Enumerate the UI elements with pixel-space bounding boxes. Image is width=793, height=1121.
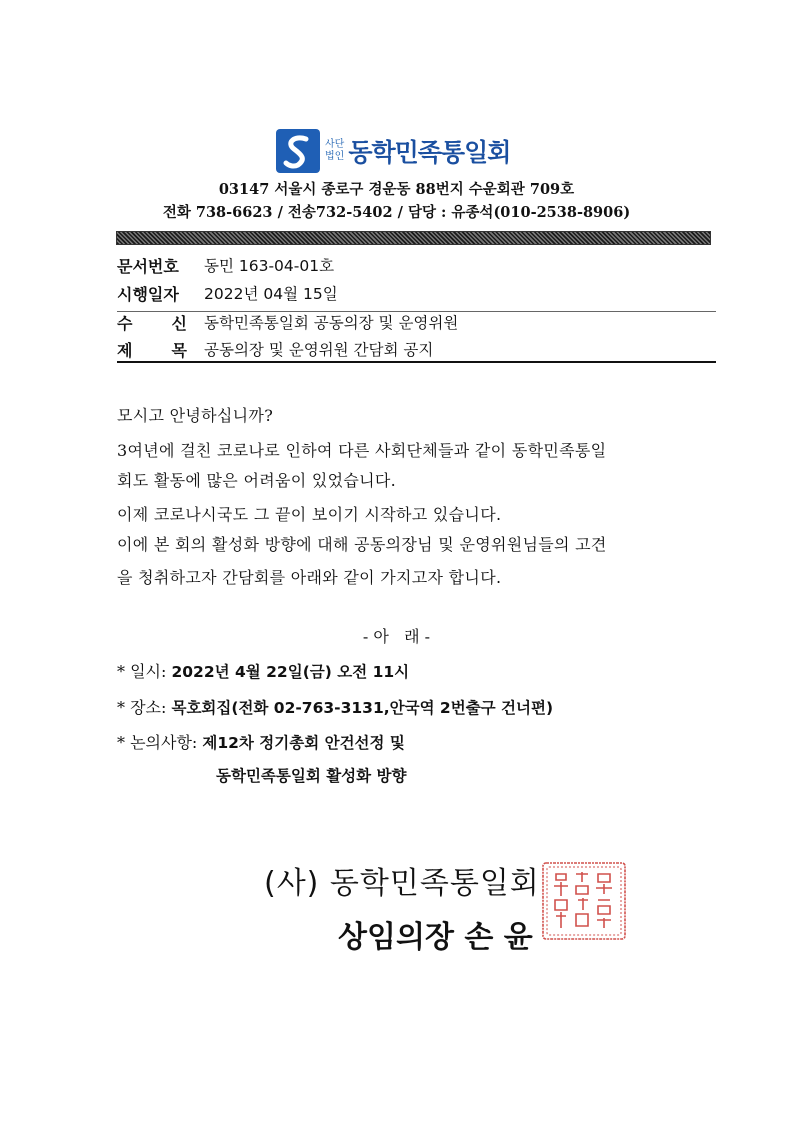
meta-row-recipient xyxy=(117,308,458,336)
body-line: 3여년에 걸친 코로나로 인하여 다른 사회단체들과 같이 동학민족통일 xyxy=(117,441,607,460)
logo-small-top: 사단 xyxy=(325,139,345,150)
detail-datetime xyxy=(117,659,409,682)
body-line: 회도 활동에 많은 어려움이 있었습니다. xyxy=(117,471,397,490)
body-line: 을 청취하고자 간담회를 아래와 같이 가지고자 합니다. xyxy=(117,568,502,587)
logo-small-bottom: 법인 xyxy=(325,151,345,162)
datetime-label: * 일시: xyxy=(117,662,172,681)
body-line: 이제 코로나시국도 그 끝이 보이기 시작하고 있습니다. xyxy=(117,505,502,524)
agenda-label: * 논의사항: xyxy=(117,733,203,752)
recipient-label xyxy=(117,311,187,334)
recipient-value: 동학민족통일회 공동의장 및 운영위원 xyxy=(204,314,459,332)
meta-bottom-rule xyxy=(117,361,716,363)
meta-row-date xyxy=(117,279,338,307)
subject-label-b: 목 xyxy=(171,340,187,360)
header-address: 03147 서울시 종로구 경운동 88번지 수운회관 709호 xyxy=(218,181,575,198)
subject-label xyxy=(117,338,187,361)
signature-title: 상임의장 손 윤 xyxy=(338,920,533,955)
date-label: 시행일자 xyxy=(117,284,179,304)
logo-s-mark-icon xyxy=(276,129,320,173)
doc-number-value: 동민 163-04-01호 xyxy=(204,257,335,275)
signature-organization: (사) 동학민족통일회 xyxy=(264,866,540,901)
detail-agenda-cont xyxy=(216,764,406,786)
logo-corporation-label xyxy=(325,139,344,163)
recipient-label-b: 신 xyxy=(171,313,187,333)
doc-number-label: 문서번호 xyxy=(117,256,179,276)
body-line: 모시고 안녕하십니까? xyxy=(117,406,274,425)
official-seal-icon xyxy=(540,860,628,942)
agenda-value-1: 제12차 정기총회 안건선정 및 xyxy=(202,734,405,752)
detail-place xyxy=(117,695,553,718)
header-contact: 전화 738-6623 / 전송732-5402 / 담당 : 유종석(010-2538-8906) xyxy=(162,204,631,221)
meta-row-doc-number xyxy=(117,251,334,279)
subject-value: 공동의장 및 운영위원 간담회 공지 xyxy=(204,341,434,359)
header-divider-bar xyxy=(116,231,711,245)
meta-row-subject xyxy=(117,335,433,363)
subject-label-a: 제 xyxy=(117,340,133,360)
place-value: 목호회집(전화 02-763-3131,안국역 2번출구 건너편) xyxy=(171,699,554,717)
recipient-label-a: 수 xyxy=(117,313,133,333)
section-heading-ah-rae: - 아 래 - xyxy=(362,627,431,646)
agenda-value-2: 동학민족통일회 활성화 방향 xyxy=(216,767,407,785)
detail-agenda xyxy=(117,730,405,753)
organization-logo xyxy=(276,128,510,174)
date-value: 2022년 04월 15일 xyxy=(204,285,338,303)
body-line: 이에 본 회의 활성화 방향에 대해 공동의장님 및 운영위원님들의 고견 xyxy=(117,535,607,554)
logo-name: 동학민족통일회 xyxy=(348,138,511,167)
datetime-value: 2022년 4월 22일(금) 오전 11시 xyxy=(171,663,410,681)
place-label: * 장소: xyxy=(117,698,172,717)
